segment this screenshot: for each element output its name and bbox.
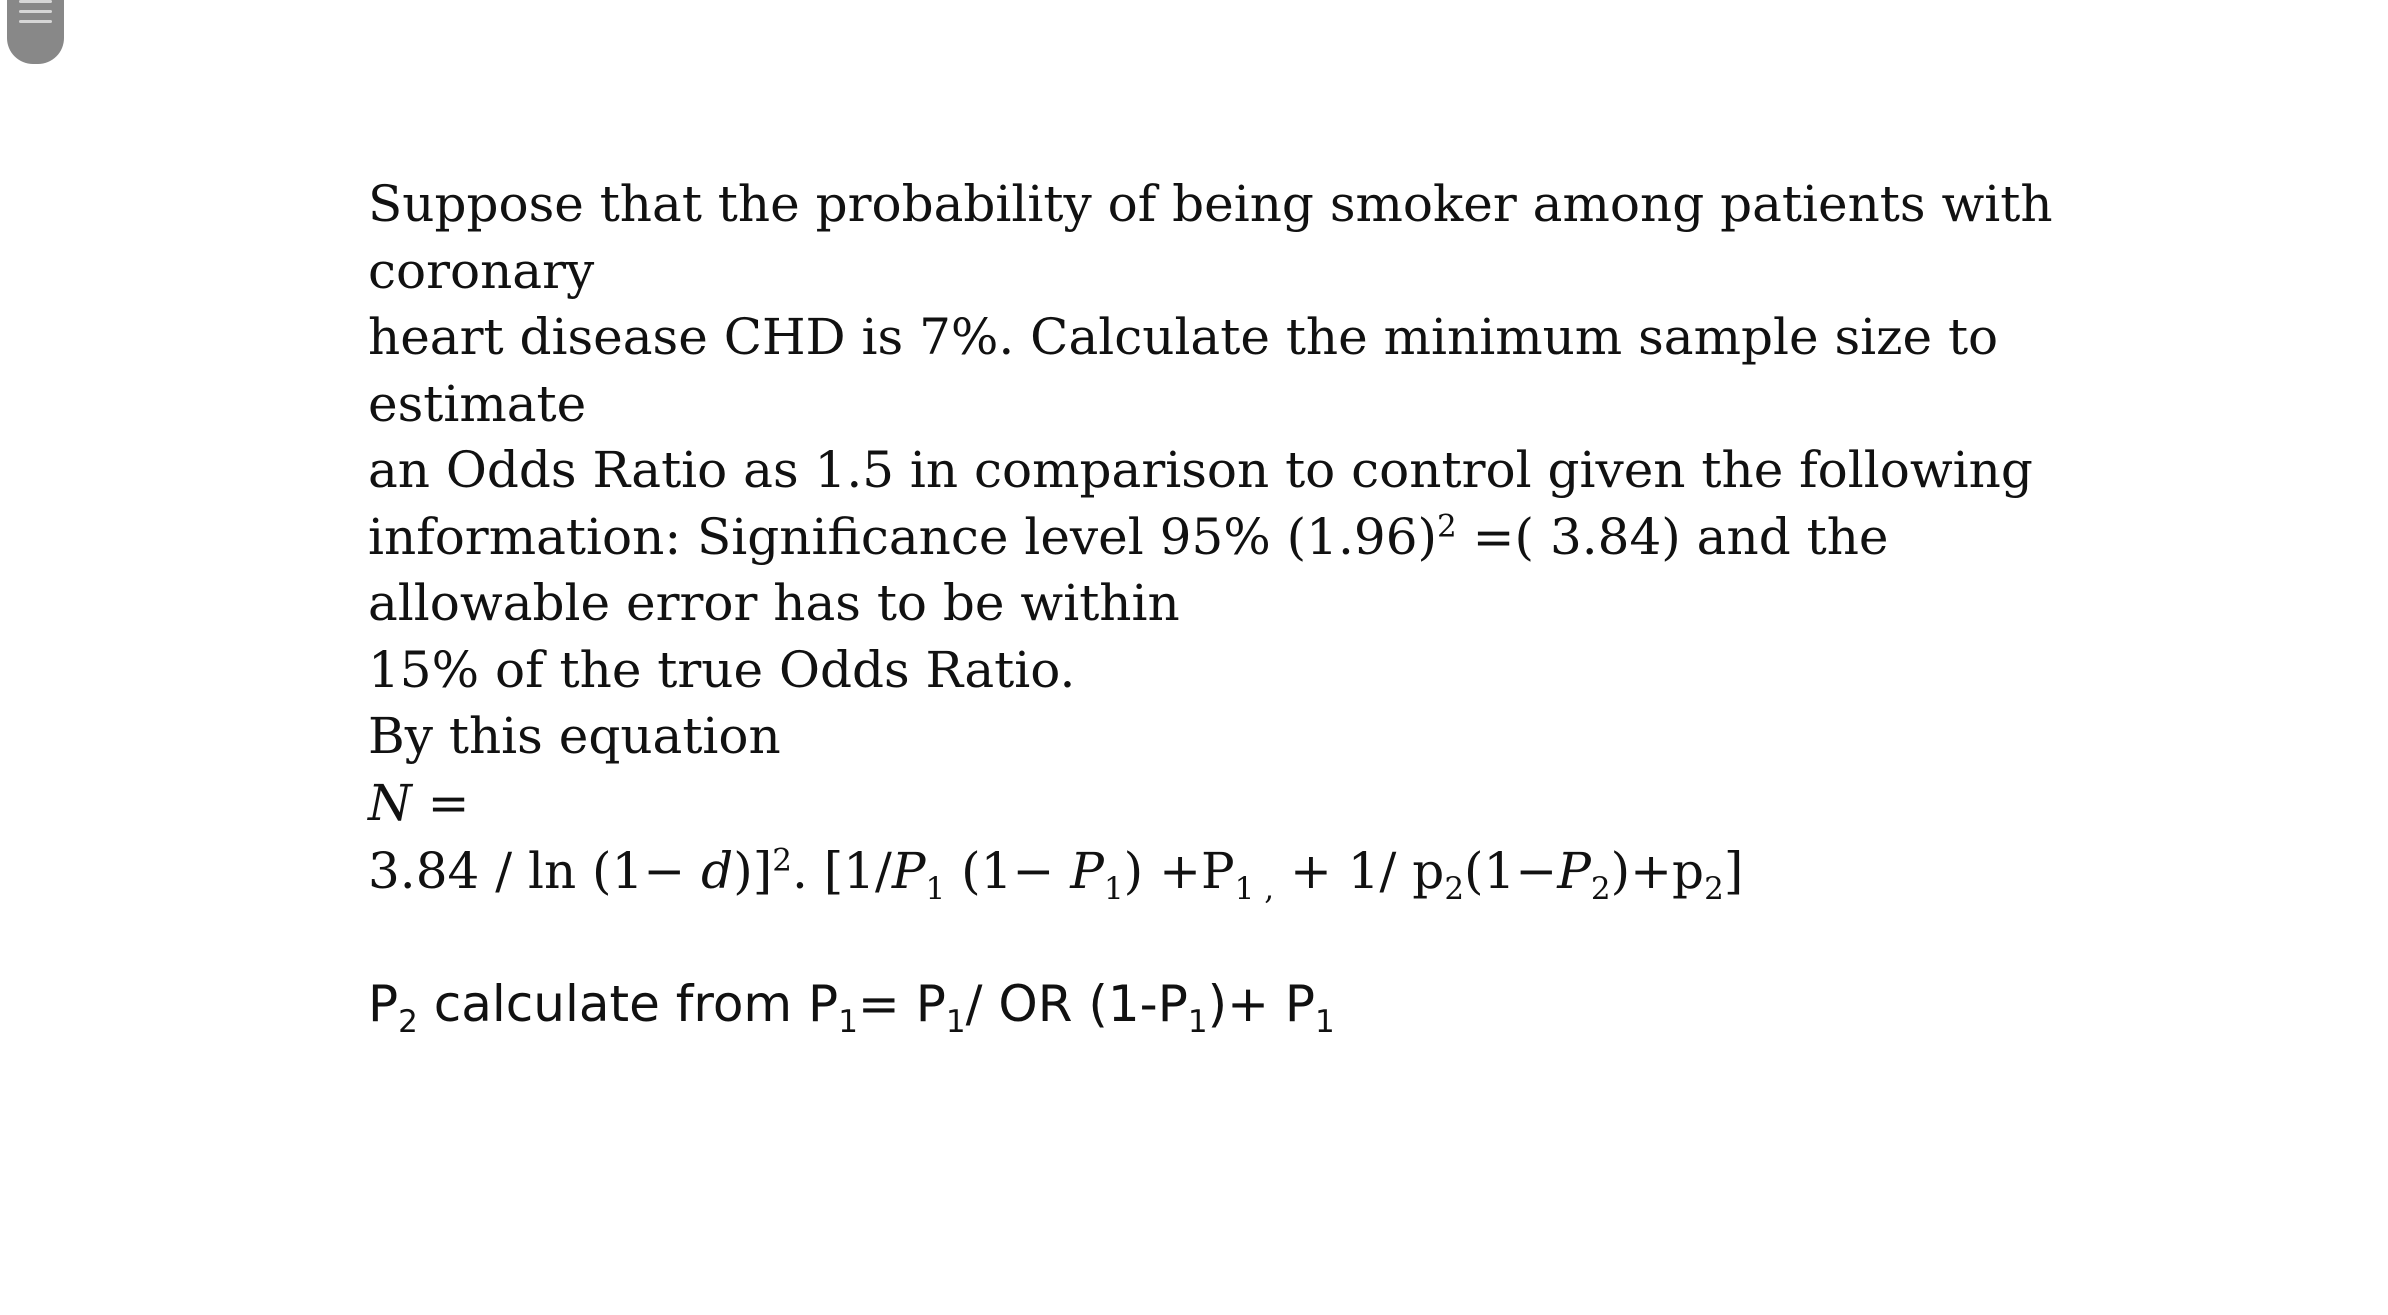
p2-text4: )+ P	[1207, 974, 1316, 1033]
p2-sub1-d: 1	[1315, 1003, 1335, 1040]
equation-plus-term: + 1/ p	[1274, 842, 1445, 900]
sample-size-equation	[368, 838, 2348, 905]
equation-sub1-b: 1	[1103, 871, 1124, 907]
problem-line-4: estimate	[368, 374, 587, 433]
problem-line-8: 15% of the true Odds Ratio.	[368, 640, 1076, 699]
equation-p1-b: P	[1070, 842, 1104, 900]
equation-ln: ln (1−	[527, 842, 702, 900]
equation-sub2: 2	[1444, 871, 1465, 907]
significance-suffix: =( 3.84) and the	[1456, 507, 1889, 566]
equation-paren2-close: )+p	[1610, 842, 1705, 900]
equation-sub1: 1	[925, 871, 946, 907]
equation-p2: P	[1557, 842, 1591, 900]
equation-bracket-open: . [1/	[791, 842, 892, 900]
equation-lhs: N =	[368, 773, 470, 832]
p2-sub1-a: 1	[838, 1003, 858, 1040]
problem-line-3: heart disease CHD is 7%. Calculate the minimum sample size to	[368, 308, 1999, 366]
problem-line-1: Suppose that the probability of being smoker among patients with	[368, 175, 2053, 233]
hamburger-menu-icon-bar	[19, 20, 52, 23]
equation-divide: /	[479, 842, 528, 900]
p2-sub1-b: 1	[945, 1003, 966, 1040]
hamburger-menu-icon	[19, 0, 52, 3]
problem-line-2: coronary	[368, 241, 595, 300]
p2-sub: 2	[398, 1003, 418, 1040]
blank-line	[368, 905, 2348, 971]
equation-sub2-b: 2	[1590, 871, 1611, 907]
equation-close: )]	[733, 842, 773, 900]
significance-prefix: information: Significance level 95% (1.96)	[368, 507, 1438, 566]
document-body	[368, 171, 2348, 1040]
equation-sub1-c: 1	[1234, 871, 1255, 907]
equation-paren2-open: (1−	[1464, 842, 1558, 900]
equation-exponent: 2	[772, 842, 792, 879]
equation-paren-close: ) +P	[1123, 842, 1235, 900]
problem-line-9: By this equation	[368, 707, 781, 765]
hamburger-menu-icon-bar	[19, 10, 52, 13]
problem-line-5: an Odds Ratio as 1.5 in comparison to control given the following	[368, 441, 2033, 499]
equation-d: d	[701, 842, 734, 900]
equation-numerator: 3.84	[368, 842, 480, 900]
equation-p1: P	[891, 842, 926, 900]
significance-exponent: 2	[1437, 507, 1457, 544]
p2-label: P	[368, 974, 399, 1033]
equation-paren-open: (1−	[945, 842, 1071, 900]
significance-line	[368, 504, 2348, 571]
equation-bracket-close: ]	[1723, 842, 1744, 900]
problem-line-7: allowable error has to be within	[368, 574, 1180, 632]
p2-text3: / OR (1-P	[965, 974, 1188, 1033]
equation-comma: ,	[1254, 871, 1275, 907]
p2-sub1-c: 1	[1187, 1003, 1208, 1040]
p2-formula-line	[368, 971, 2348, 1040]
menu-button[interactable]	[7, 0, 64, 64]
equation-sub2-c: 2	[1704, 871, 1724, 907]
p2-text2: = P	[857, 974, 946, 1033]
p2-text1: calculate from P	[417, 974, 839, 1033]
